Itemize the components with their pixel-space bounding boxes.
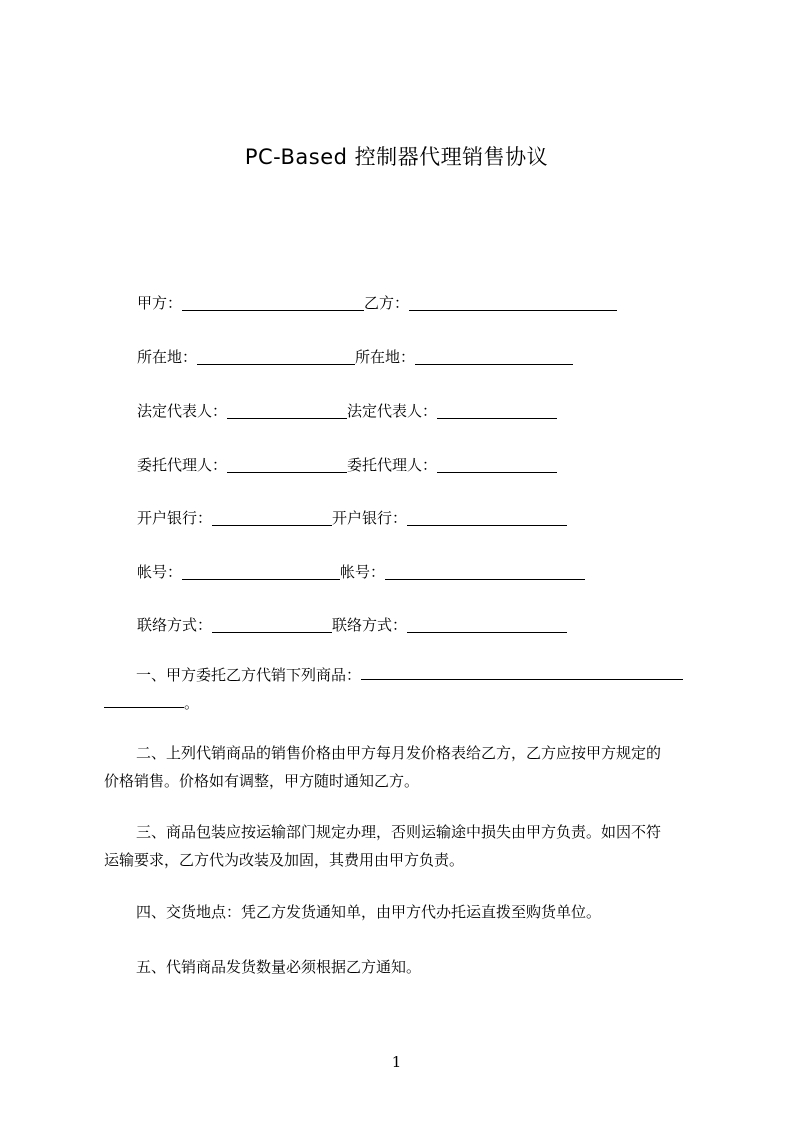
clause-1-text: 一、甲方委托乙方代销下列商品：: [136, 666, 362, 684]
party-a-contact-label: 联络方式：: [137, 616, 213, 634]
party-b-account-field[interactable]: [385, 563, 585, 580]
party-a-label: 甲方：: [137, 294, 183, 312]
party-name-row: [137, 289, 617, 313]
party-b-contact-field[interactable]: [407, 616, 567, 633]
bank-row: [137, 504, 567, 528]
party-b-bank-field[interactable]: [407, 509, 567, 526]
clause-3: [104, 818, 704, 874]
goods-field-line1[interactable]: [361, 664, 683, 680]
clause-4: [104, 898, 704, 926]
party-a-address-field[interactable]: [197, 348, 355, 365]
clause-2: [104, 739, 704, 795]
clause-5: [104, 953, 704, 981]
party-a-bank-field[interactable]: [212, 509, 332, 526]
clause-4-text: 四、交货地点：凭乙方发货通知单，由甲方代办托运直拨至购货单位。: [136, 903, 602, 921]
clause-2-line-1: 二、上列代销商品的销售价格由甲方每月发价格表给乙方，乙方应按甲方规定的: [136, 744, 662, 762]
party-a-contact-field[interactable]: [212, 616, 332, 633]
page-number: 1: [391, 1053, 402, 1071]
party-b-agent-field[interactable]: [437, 456, 557, 473]
party-b-legal-rep-label: 法定代表人：: [347, 402, 438, 420]
party-b-address-label: 所在地：: [355, 348, 416, 366]
party-a-agent-label: 委托代理人：: [137, 456, 228, 474]
account-row: [137, 558, 585, 582]
party-a-agent-field[interactable]: [227, 456, 347, 473]
party-a-bank-label: 开户银行：: [137, 509, 213, 527]
clause-3-line-2: 运输要求，乙方代为改装及加固，其费用由甲方负责。: [104, 851, 465, 869]
party-a-legal-rep-field[interactable]: [227, 402, 347, 419]
party-b-address-field[interactable]: [415, 348, 573, 365]
legal-rep-row: [137, 397, 557, 421]
party-b-legal-rep-field[interactable]: [437, 402, 557, 419]
agent-row: [137, 451, 557, 475]
party-a-account-label: 帐号：: [137, 563, 183, 581]
clause-2-line-2: 价格销售。价格如有调整，甲方随时通知乙方。: [104, 772, 420, 790]
clause-3-line-1: 三、商品包装应按运输部门规定办理，否则运输途中损失由甲方负责。如因不符: [136, 823, 662, 841]
clause-1: [104, 661, 704, 717]
address-row: [137, 343, 573, 367]
party-a-account-field[interactable]: [182, 563, 340, 580]
goods-field-line2[interactable]: [104, 692, 184, 708]
party-b-account-label: 帐号：: [340, 563, 386, 581]
party-b-label: 乙方：: [364, 294, 410, 312]
party-b-contact-label: 联络方式：: [332, 616, 408, 634]
party-b-agent-label: 委托代理人：: [347, 456, 438, 474]
party-b-bank-label: 开户银行：: [332, 509, 408, 527]
document-title: PC-Based 控制器代理销售协议: [244, 145, 549, 169]
party-a-address-label: 所在地：: [137, 348, 198, 366]
party-b-name-field[interactable]: [409, 294, 617, 311]
party-a-legal-rep-label: 法定代表人：: [137, 402, 228, 420]
clause-5-text: 五、代销商品发货数量必须根据乙方通知。: [136, 958, 422, 976]
clause-1-end: 。: [184, 694, 200, 712]
party-a-name-field[interactable]: [182, 294, 364, 311]
contact-row: [137, 611, 567, 635]
